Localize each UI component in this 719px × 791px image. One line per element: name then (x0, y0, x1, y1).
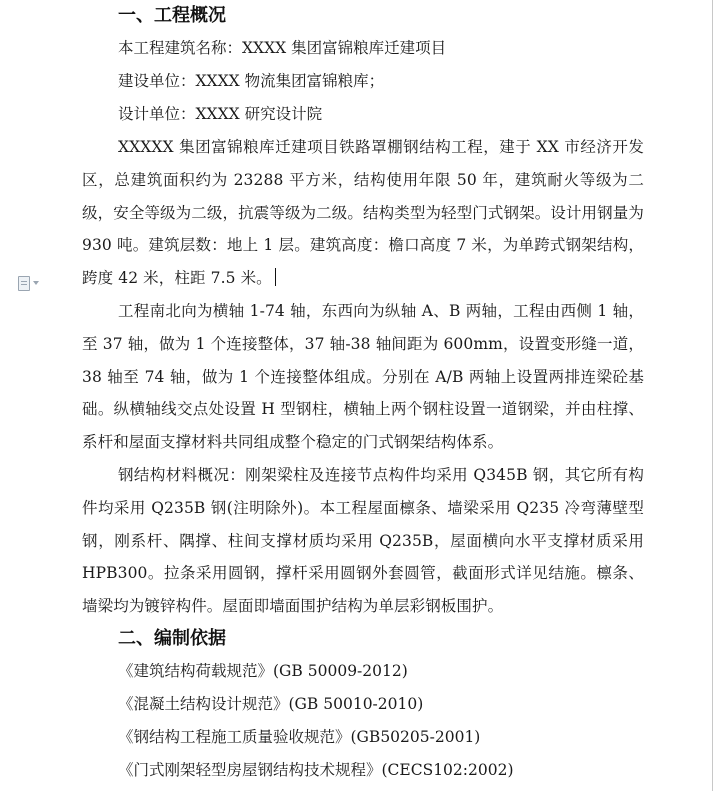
document-body[interactable] (82, 0, 644, 787)
reference-item: 《钢结构工程施工质量验收规范》(GB50205-2001) (118, 727, 481, 746)
document-icon (18, 276, 30, 291)
developer-line: 建设单位：XXXX 物流集团富锦粮库； (118, 72, 385, 90)
designer-line: 设计单位：XXXX 研究设计院 (118, 105, 323, 123)
section-heading-overview: 一、工程概况 (118, 5, 226, 26)
paragraph-marker-button[interactable] (18, 275, 48, 291)
project-name-line: 本工程建筑名称：XXXX 集团富锦粮库迁建项目 (118, 39, 447, 57)
reference-item: 《门式刚架轻型房屋钢结构技术规程》(CECS102:2002) (118, 760, 514, 779)
paragraph-text: XXXXX 集团富锦粮库迁建项目铁路罩棚钢结构工程，建于 XX 市经济开发区，总建筑面积约为 23288 平方米，结构使用年限 50 年，建筑耐火等级为二级，安全等级为二级，抗震等级为二级。结构类型为轻型门式钢架。设计用钢量为 930 吨。建筑层数：地上 1 层。建筑高度：檐口高度 7 米，为单跨式钢架结构，跨度 42 米，柱距 7.5 米。 (82, 138, 644, 288)
reference-item: 《建筑结构荷载规范》(GB 50009-2012) (118, 661, 408, 680)
reference-item: 《混凝土结构设计规范》(GB 50010-2010) (118, 694, 424, 713)
paragraph-axis-layout: 工程南北向为横轴 1-74 轴，东西向为纵轴 A、B 两轴，工程由西侧 1 轴，至 37 轴，做为 1 个连接整体，37 轴-38 轴间距为 600mm，设置变形缝一道，38 轴至 74 轴，做为 1 个连接整体组成。分别在 A/B 两轴上设置两排连梁砼基础。纵横轴线交点处设置 H 型钢柱，横轴上两个钢柱设置一道钢梁，并由柱撑、系杆和屋面支撑材料共同组成整个稳定的门式钢架结构体系。 (82, 301, 644, 452)
chevron-down-icon (33, 281, 39, 285)
page-edge (712, 0, 719, 791)
paragraph-materials: 钢结构材料概况：刚架梁柱及连接节点构件均采用 Q345B 钢，其它所有构件均采用 Q235B 钢(注明除外)。本工程屋面檩条、墙梁采用 Q235 冷弯薄壁型钢，刚系杆、隅撑、柱间支撑材质均采用 Q235B，屋面横向水平支撑材质采用 HPB300。拉条采用圆钢，撑杆采用圆钢外套圆管，截面形式详见结施。檩条、墙梁均为镀锌构件。屋面即墙面围护结构为单层彩钢板围护。 (82, 465, 644, 616)
section-heading-basis: 二、编制依据 (118, 627, 226, 649)
text-cursor (275, 268, 277, 286)
paragraph-project-summary (82, 131, 644, 295)
